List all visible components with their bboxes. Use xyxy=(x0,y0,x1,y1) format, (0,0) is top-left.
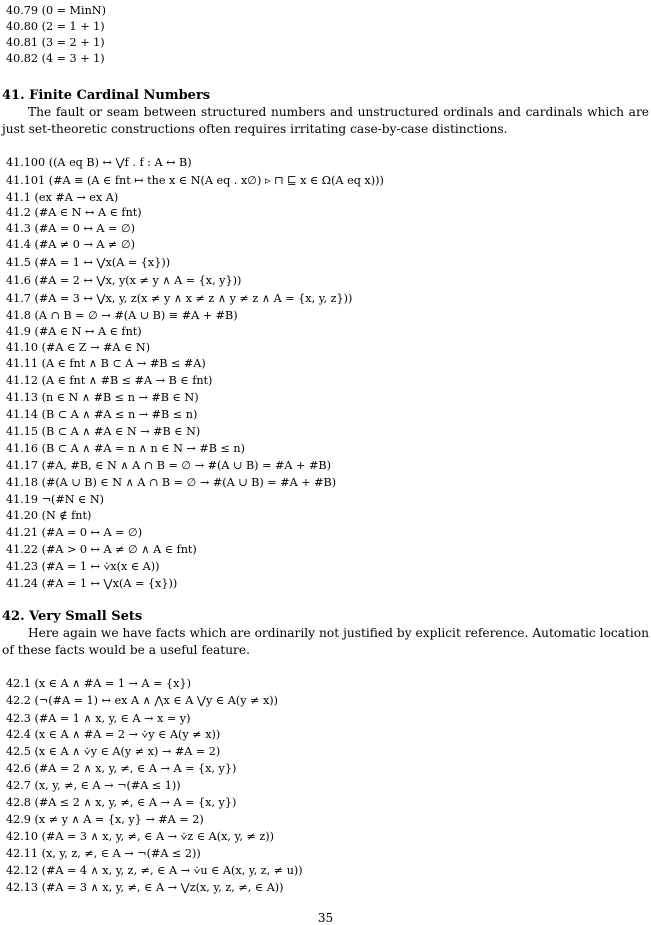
formula-line: 41.9 (#A ∈ N ↔ A ∈ fnt) xyxy=(6,325,142,338)
formula-line: 42.2 (¬(#A = 1) ↔ ex A ∧ ⋀x ∈ A ⋁y ∈ A(y ≠ x)) xyxy=(6,694,279,707)
formula-line: 40.80 (2 = 1 + 1) xyxy=(6,20,105,33)
formula-line: 41.2 (#A ∈ N ↔ A ∈ fnt) xyxy=(6,206,142,219)
formula-line: 41.17 (#A, #B, ∈ N ∧ A ∩ B = ∅ → #(A ∪ B) = #A + #B) xyxy=(6,459,331,472)
formula-line: 40.81 (3 = 2 + 1) xyxy=(6,36,105,49)
formula-line: 42.6 (#A = 2 ∧ x, y, ≠, ∈ A → A = {x, y}) xyxy=(6,762,237,775)
formula-line: 42.4 (x ∈ A ∧ #A = 2 → ⩒y ∈ A(y ≠ x)) xyxy=(6,728,221,741)
formula-line: 42.10 (#A = 3 ∧ x, y, ≠, ∈ A → ⩒z ∈ A(x, y, ≠ z)) xyxy=(6,830,275,843)
formula-line: 41.4 (#A ≠ 0 → A ≠ ∅) xyxy=(6,238,136,251)
formula-line: 42.8 (#A ≤ 2 ∧ x, y, ≠, ∈ A → A = {x, y}) xyxy=(6,796,237,809)
formula-line: 41.13 (n ∈ N ∧ #B ≤ n → #B ∈ N) xyxy=(6,391,199,404)
formula-line: 41.3 (#A = 0 ↔ A = ∅) xyxy=(6,222,136,235)
formula-line: 41.22 (#A > 0 ↔ A ≠ ∅ ∧ A ∈ fnt) xyxy=(6,543,197,556)
formula-line: 42.7 (x, y, ≠, ∈ A → ¬(#A ≤ 1)) xyxy=(6,779,181,792)
page-number: 35 xyxy=(317,911,334,925)
section-heading: 41. Finite Cardinal Numbers xyxy=(2,88,211,103)
formula-line: 41.8 (A ∩ B = ∅ → #(A ∪ B) ≡ #A + #B) xyxy=(6,309,238,322)
formula-line: 41.14 (B ⊂ A ∧ #A ≤ n → #B ≤ n) xyxy=(6,408,198,421)
formula-line: 41.5 (#A = 1 ↔ ⋁x(A = {x})) xyxy=(6,256,171,269)
formula-line: 41.15 (B ⊂ A ∧ #A ∈ N → #B ∈ N) xyxy=(6,425,201,438)
formula-line: 41.21 (#A = 0 ↔ A = ∅) xyxy=(6,526,143,539)
formula-line: 41.19 ¬(#N ∈ N) xyxy=(6,493,105,506)
formula-line: 41.18 (#(A ∪ B) ∈ N ∧ A ∩ B = ∅ → #(A ∪ B) = #A + #B) xyxy=(6,476,337,489)
formula-line: 42.12 (#A = 4 ∧ x, y, z, ≠, ∈ A → ⩒u ∈ A(x, y, z, ≠ u)) xyxy=(6,864,303,877)
formula-line: 41.24 (#A = 1 ↔ ⋁x(A = {x})) xyxy=(6,577,178,590)
formula-line: 40.82 (4 = 3 + 1) xyxy=(6,52,105,65)
formula-line: 42.1 (x ∈ A ∧ #A = 1 → A = {x}) xyxy=(6,677,191,690)
formula-line: 41.100 ((A eq B) ↔ ⋁f . f : A ↔ B) xyxy=(6,156,192,169)
formula-line: 41.1 (ex #A → ex A) xyxy=(6,191,119,204)
formula-line: 42.13 (#A = 3 ∧ x, y, ≠, ∈ A → ⋁z(x, y, z, ≠, ∈ A)) xyxy=(6,881,284,894)
section-paragraph: The fault or seam between structured numbers and unstructured ordinals and cardinals which are just set-theoretic constructions often requires irritating case-by-case distinctions. xyxy=(2,105,649,136)
formula-line: 40.79 (0 = MinN) xyxy=(6,4,106,17)
formula-line: 42.3 (#A = 1 ∧ x, y, ∈ A → x = y) xyxy=(6,712,191,725)
formula-line: 41.20 (N ∉ fnt) xyxy=(6,509,92,522)
formula-line: 41.12 (A ∈ fnt ∧ #B ≤ #A → B ∈ fnt) xyxy=(6,374,213,387)
formula-line: 41.23 (#A = 1 ↔ ⩒x(x ∈ A)) xyxy=(6,560,160,573)
formula-line: 41.16 (B ⊂ A ∧ #A = n ∧ n ∈ N → #B ≤ n) xyxy=(6,442,246,455)
formula-line: 42.11 (x, y, z, ≠, ∈ A → ¬(#A ≤ 2)) xyxy=(6,847,201,860)
formula-line: 41.7 (#A = 3 ↔ ⋁x, y, z(x ≠ y ∧ x ≠ z ∧ y ≠ z ∧ A = {x, y, z})) xyxy=(6,292,353,305)
formula-line: 41.101 (#A ≡ (A ∈ fnt ↦ the x ∈ N(A eq . x∅) ▹ ⊓ ⊑ x ∈ Ω(A eq x))) xyxy=(6,174,384,187)
section-heading: 42. Very Small Sets xyxy=(2,609,143,624)
formula-line: 42.5 (x ∈ A ∧ ⩒y ∈ A(y ≠ x) → #A = 2) xyxy=(6,745,221,758)
formula-line: 41.10 (#A ∈ Z → #A ∈ N) xyxy=(6,341,151,354)
formula-line: 41.6 (#A = 2 ↔ ⋁x, y(x ≠ y ∧ A = {x, y})) xyxy=(6,274,242,287)
formula-line: 41.11 (A ∈ fnt ∧ B ⊂ A → #B ≤ #A) xyxy=(6,357,206,370)
formula-line: 42.9 (x ≠ y ∧ A = {x, y} → #A = 2) xyxy=(6,813,204,826)
section-paragraph: Here again we have facts which are ordinarily not justified by explicit reference. Automatic location of these facts would be a useful feature. xyxy=(2,626,649,657)
